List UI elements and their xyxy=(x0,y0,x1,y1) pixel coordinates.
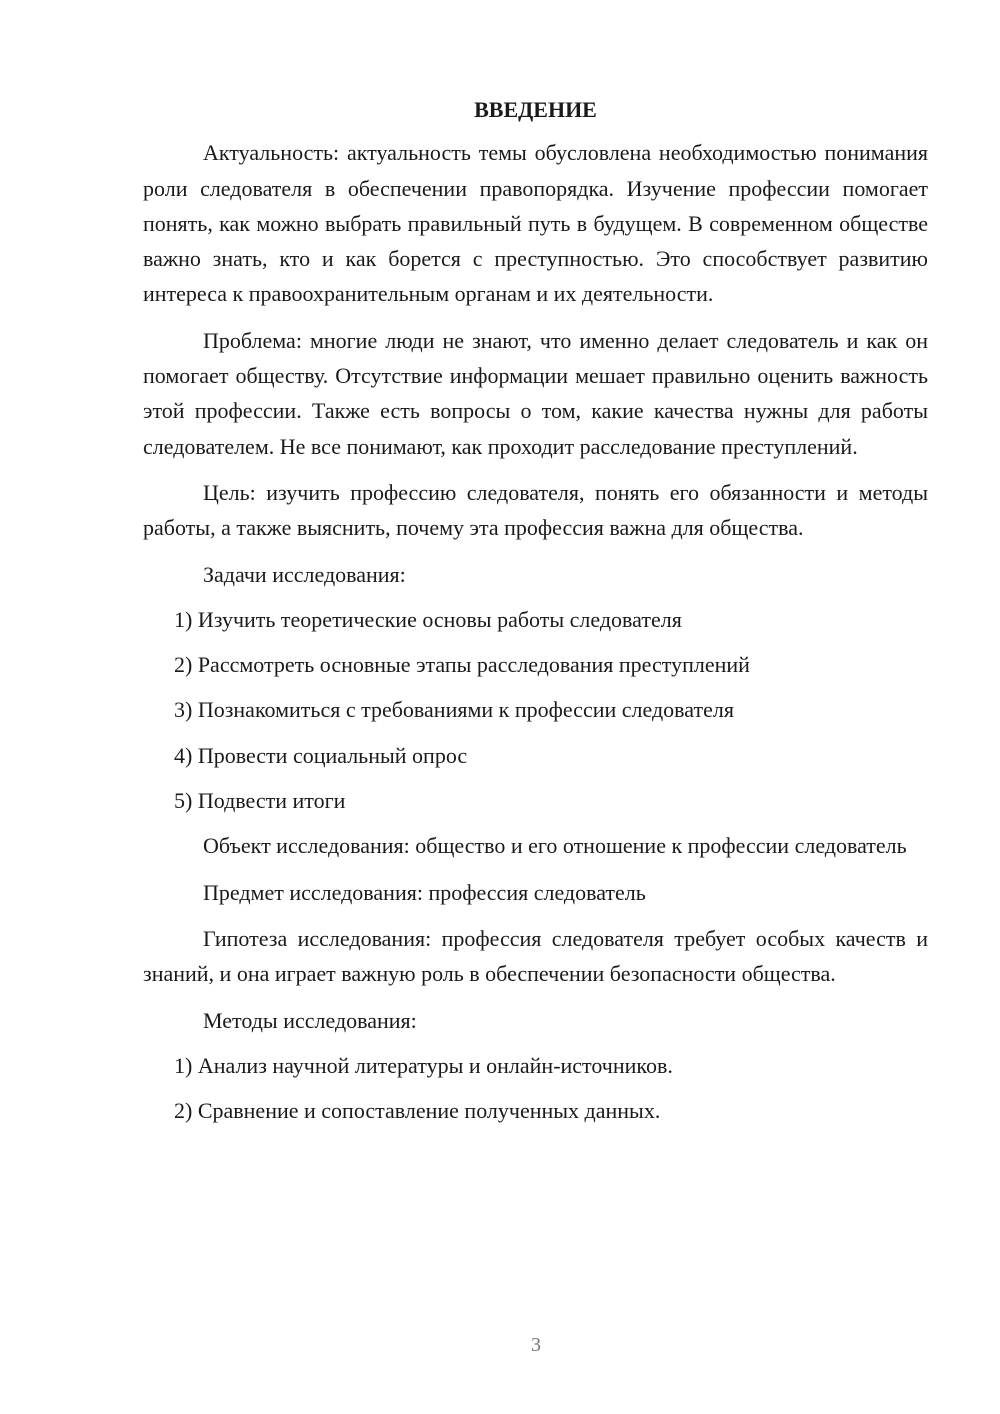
method-item: 2) Сравнение и сопоставление полученных данных. xyxy=(174,1098,661,1124)
task-item: 3) Познакомиться с требованиями к профессии следователя xyxy=(174,697,734,723)
task-item: 1) Изучить теоретические основы работы следователя xyxy=(174,606,682,632)
method-item: 1) Анализ научной литературы и онлайн-источников. xyxy=(174,1052,673,1078)
problem-paragraph: Проблема: многие люди не знают, что именно делает следователь и как он помогает обществу. Отсутствие информации мешает правильно оценить важность этой профессии. Также есть вопросы о том, какие качества нужны для работы следователем. Не все понимают, как проходит расследование преступлений. xyxy=(143,327,928,459)
task-item: 4) Провести социальный опрос xyxy=(174,742,468,768)
hypothesis-paragraph: Гипотеза исследования: профессия следователя требует особых качеств и знаний, и она играет важную роль в обеспечении безопасности общества. xyxy=(143,925,928,987)
relevance-paragraph: Актуальность: актуальность темы обусловлена необходимостью понимания роли следователя в обеспечении правопорядка. Изучение профессии помогает понять, как можно выбрать правильный путь в будущем. В современном обществе важно знать, кто и как борется с преступностью. Это способствует развитию интереса к правоохранительным органам и их деятельности. xyxy=(143,140,928,307)
document-page xyxy=(143,92,928,1138)
task-item: 5) Подвести итоги xyxy=(174,788,346,814)
task-item: 2) Рассмотреть основные этапы расследования преступлений xyxy=(174,652,750,678)
methods-label: Методы исследования: xyxy=(203,1007,417,1033)
object-paragraph: Объект исследования: общество и его отношение к профессии следователь xyxy=(203,833,907,859)
subject-paragraph: Предмет исследования: профессия следователь xyxy=(203,879,646,905)
page-number: 3 xyxy=(531,1334,541,1356)
section-title: ВВЕДЕНИЕ xyxy=(474,97,597,122)
goal-paragraph: Цель: изучить профессию следователя, понять его обязанности и методы работы, а также выяснить, почему эта профессия важна для общества. xyxy=(143,479,928,541)
tasks-label: Задачи исследования: xyxy=(203,561,406,587)
